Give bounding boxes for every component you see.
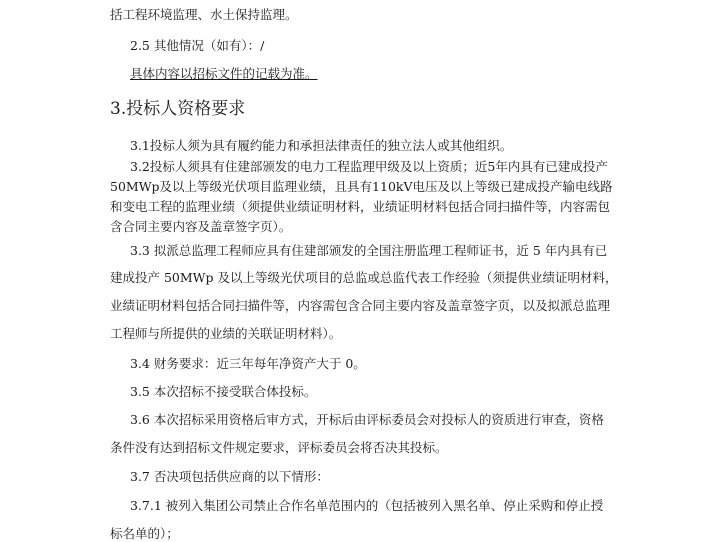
paragraph-line: 建成投产 50MWp 及以上等级光伏项目的总监或总监代表工作经验（须提供业绩证明材料，: [110, 270, 618, 285]
section-heading: 3.投标人资格要求: [110, 99, 246, 119]
paragraph-line: 3.6 本次招标采用资格后审方式，开标后由评标委员会对投标人的资质进行审查，资格: [130, 412, 604, 427]
paragraph-line: 3.7 否决项包括供应商的以下情形：: [130, 469, 329, 484]
text-line-underlined: 具体内容以招标文件的记载为准。: [130, 66, 318, 81]
paragraph-line: 3.5 本次招标不接受联合体投标。: [130, 384, 317, 399]
paragraph-line: 条件没有达到招标文件规定要求，评标委员会将否决其投标。: [110, 440, 448, 455]
text-line: 括工程环境监理、水土保持监理。: [110, 7, 298, 22]
paragraph-line: 50MWp及以上等级光伏项目监理业绩，且具有110kV电压及以上等级已建成投产输电线路: [110, 179, 613, 194]
paragraph-line: 和变电工程的监理业绩（须提供业绩证明材料，业绩证明材料包括合同扫描件等，内容需包: [110, 199, 611, 214]
paragraph-line: 3.4 财务要求：近三年每年净资产大于 0。: [130, 356, 366, 371]
paragraph-line: 业绩证明材料包括合同扫描件等，内容需包含合同主要内容及盖章签字页，以及拟派总监理: [110, 298, 611, 313]
paragraph-line: 3.3 拟派总监理工程师应具有住建部颁发的全国注册监理工程师证书，近 5 年内具有已: [130, 243, 608, 258]
paragraph-line: 工程师与所提供的业绩的关联证明材料）。: [110, 326, 342, 341]
text-line: 2.5 其他情况（如有）：/: [130, 38, 265, 53]
paragraph-line: 3.7.1 被列入集团公司禁止合作名单范围内的（包括被列入黑名单、停止采购和停止授: [130, 498, 604, 513]
paragraph-line: 标名单的）；: [110, 526, 179, 541]
paragraph-line: 含合同主要内容及盖章签字页）。: [110, 219, 292, 234]
paragraph-line: 3.1投标人须为具有履约能力和承担法律责任的独立法人或其他组织。: [130, 138, 513, 153]
paragraph-line: 3.2投标人须具有住建部颁发的电力工程监理甲级及以上资质；近5年内具有已建成投产: [130, 159, 608, 174]
